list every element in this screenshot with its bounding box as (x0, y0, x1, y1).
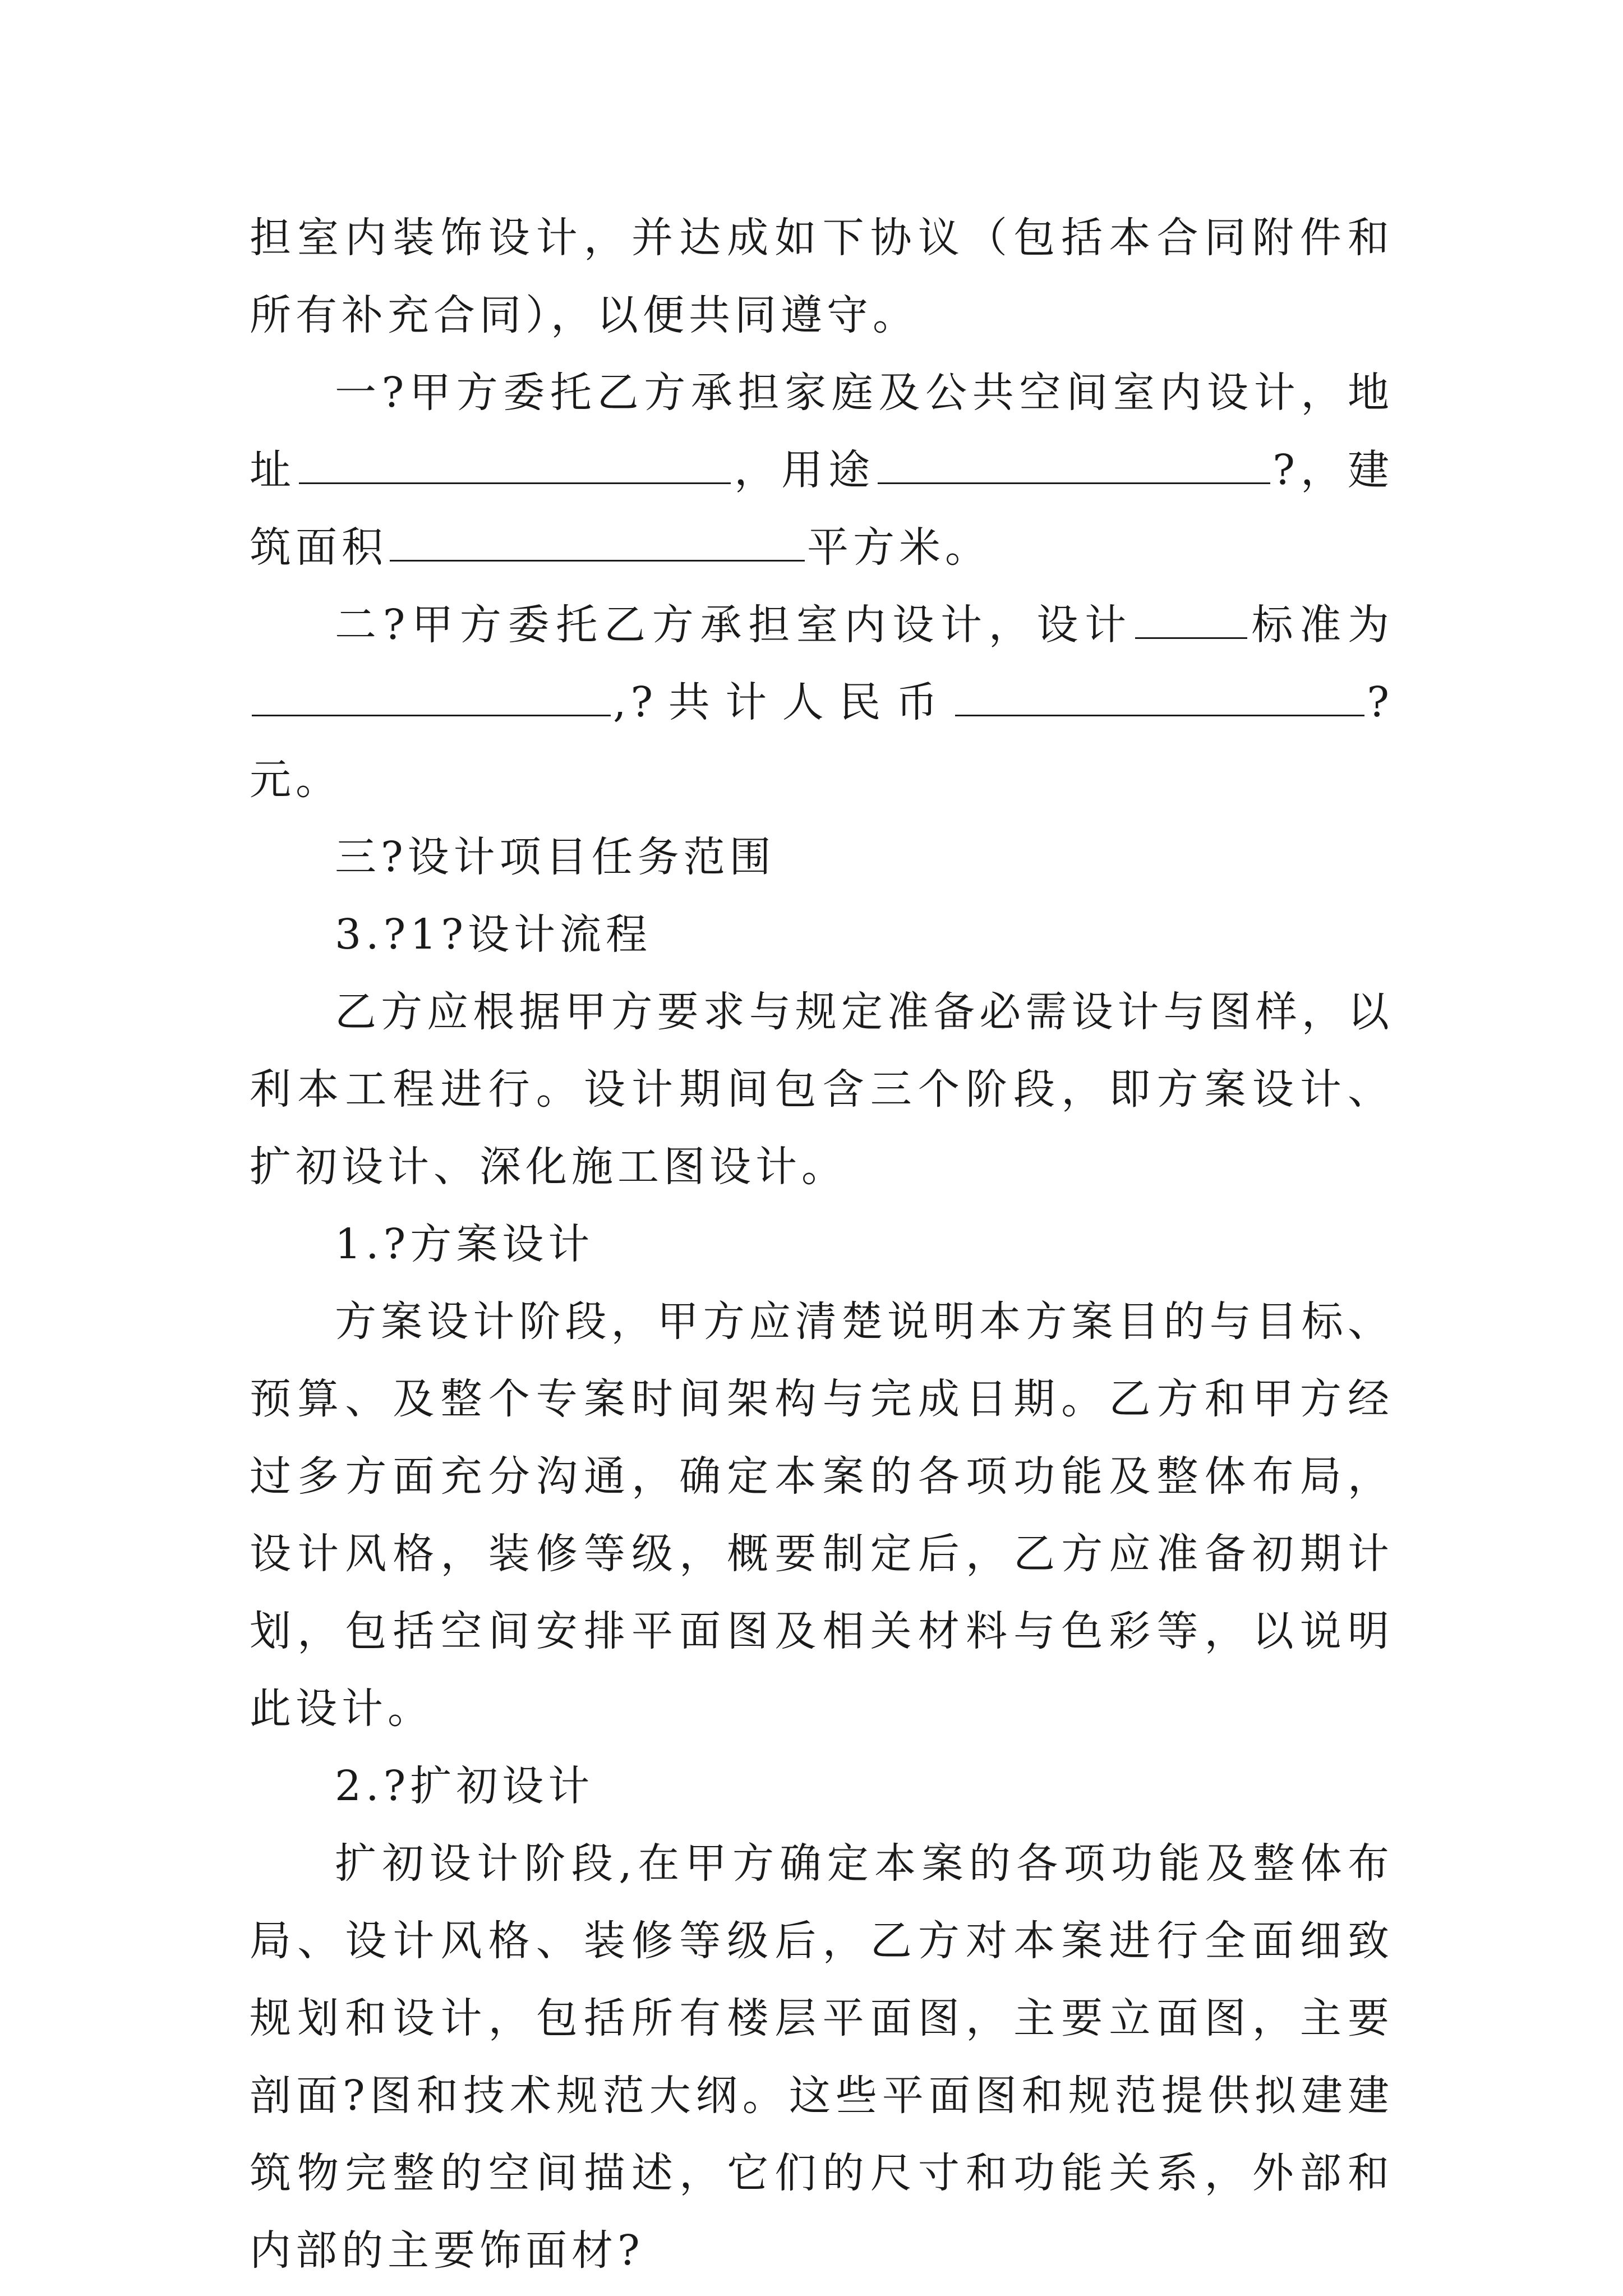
standard-label: 标准为 (1249, 601, 1394, 649)
use-blank (878, 440, 1270, 484)
clause-3-heading: 三?设计项目任务范围 (335, 833, 776, 881)
clause-2 (250, 586, 1394, 818)
subsection-1-body: 方案设计阶段，甲方应清楚说明本方案目的与目标、预算、及整个专案时间架构与完成日期。乙方和甲方经过多方面充分沟通，确定本案的各项功能及整体布局，设计风格，装修等级，概要制定后，乙方应准备初期计划，包括空间安排平面图及相关材料与色彩等，以说明此设计。 (250, 1297, 1394, 1733)
document-body (250, 199, 1394, 2289)
section-3-1-body: 乙方应根据甲方要求与规定准备必需设计与图样，以利本工程进行。设计期间包含三个阶段，即方案设计、扩初设计、深化施工图设计。 (250, 988, 1394, 1191)
clause-1 (250, 354, 1394, 586)
yuan-label: ?元。 (250, 678, 1394, 804)
design-blank (1135, 595, 1247, 639)
area-label: ?，建筑面积 (250, 446, 1394, 572)
area-blank (390, 517, 805, 562)
subsection-2-body: 扩初设计阶段,在甲方确定本案的各项功能及整体布局、设计风格、装修等级后，乙方对本案进行全面细致规划和设计，包括所有楼层平面图，主要立面图，主要剖面?图和技术规范大纲。这些平面图和规范提供拟建建筑物完整的空间描述，它们的尺寸和功能关系，外部和内部的主要饰面材? (250, 1839, 1394, 2275)
total-label: ,?共计人民币 (613, 678, 953, 726)
rmb-blank (955, 672, 1364, 716)
address-blank (299, 440, 731, 484)
subsection-1-heading: 1.?方案设计 (335, 1220, 594, 1268)
area-unit: 平方米。 (807, 523, 991, 572)
clause-1-lead: 一?甲方委托乙方承担家庭及公共空间室内设计，地址 (250, 369, 1394, 494)
standard-blank (252, 672, 611, 716)
section-3-1-heading: 3.?1?设计流程 (335, 910, 652, 959)
clause-2-lead: 二?甲方委托乙方承担室内设计，设计 (335, 601, 1133, 649)
use-label: ，用途 (733, 446, 876, 494)
paragraph-intro: 担室内装饰设计，并达成如下协议（包括本合同附件和所有补充合同），以便共同遵守。 (250, 214, 1394, 339)
subsection-2-heading: 2.?扩初设计 (335, 1762, 594, 1810)
